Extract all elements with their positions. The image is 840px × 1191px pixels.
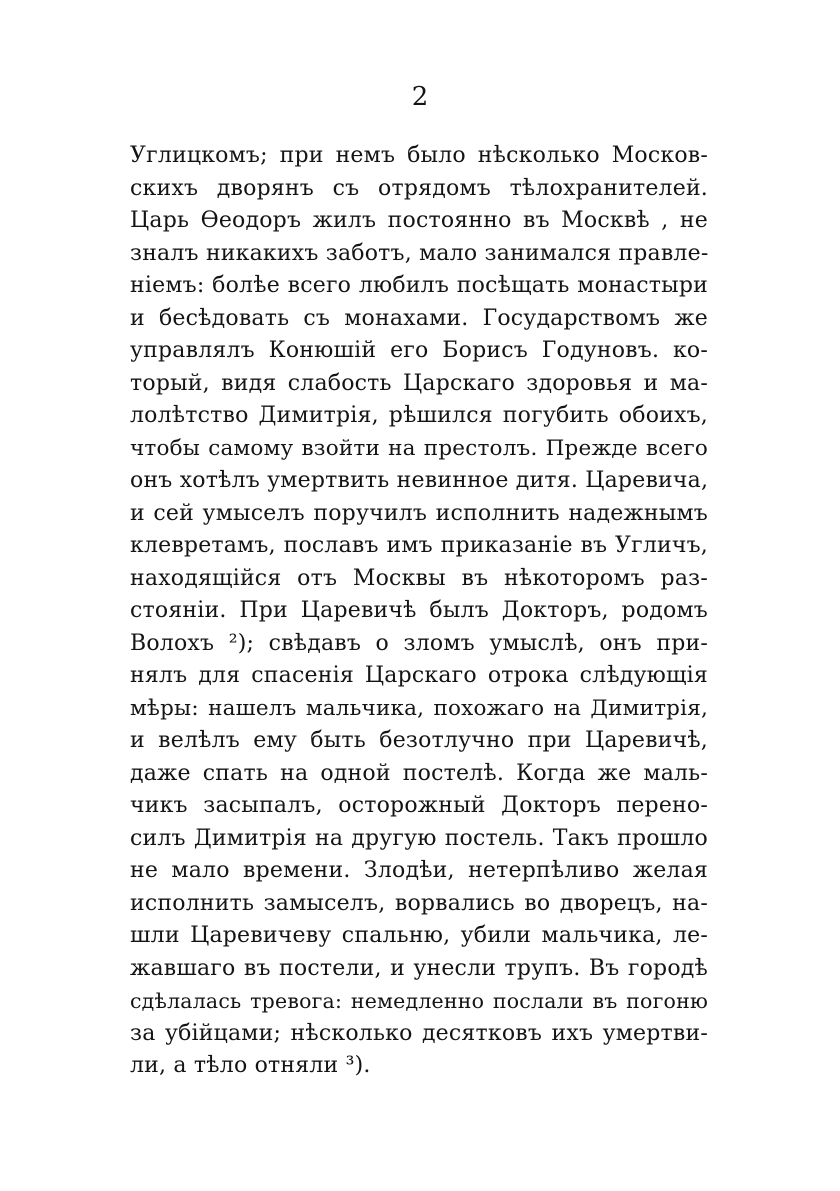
text-line: Царь Ѳеодоръ жилъ постоянно въ Москвѣ , не	[130, 208, 708, 233]
body-text	[130, 140, 708, 1083]
text-line: нялъ для спасенія Царскаго отрока слѣдующія	[130, 663, 708, 688]
text-line: Волохъ ²); свѣдавъ о зломъ умыслѣ, онъ при-	[130, 630, 708, 656]
text-line: и бесѣдовать съ монахами. Государствомъ же	[130, 305, 708, 331]
page-number: 2	[411, 82, 429, 112]
text-line: жавшаго въ постели, и унесли трупъ. Въ городѣ	[130, 955, 708, 981]
text-line: ніемъ: болѣе всего любилъ посѣщать монастыри	[130, 273, 708, 298]
text-line: и сей умыселъ поручилъ исполнить надежнымъ	[130, 500, 708, 526]
text-line: за убійцами; нѣсколько десятковъ ихъ умертви-	[130, 1020, 708, 1046]
text-line: стояніи. При Царевичѣ былъ Докторъ, родомъ	[130, 598, 708, 623]
text-line: мѣры: нашелъ мальчика, похожаго на Димитрія,	[130, 695, 708, 721]
text-line: чтобы самому взойти на престолъ. Прежде всего	[130, 435, 708, 461]
text-line: управлялъ Конюшій его Борисъ Годуновъ. ко-	[130, 338, 708, 363]
text-line: торый, видя слабость Царскаго здоровья и ма-	[130, 370, 708, 396]
text-line: чикъ засыпалъ, осторожный Докторъ перено-	[130, 793, 708, 818]
text-line: скихъ дворянъ съ отрядомъ тѣлохранителей.	[130, 175, 708, 201]
text-line: и велѣлъ ему быть безотлучно при Царевичѣ,	[130, 728, 708, 753]
text-line: онъ хотѣлъ умертвить невинное дитя. Царевича,	[130, 468, 709, 493]
text-line: силъ Димитрія на другую постель. Такъ прошло	[130, 825, 708, 851]
text-line: шли Царевичеву спальню, убили мальчика, ле-	[130, 923, 708, 948]
text-line: Углицкомъ; при немъ было нѣсколько Москов-	[130, 143, 708, 168]
text-line: исполнить замыселъ, ворвались во дворецъ, на-	[130, 890, 708, 916]
text-line: сдѣлалась тревога: немедленно послали въ погоню	[130, 989, 708, 1013]
text-line: зналъ никакихъ заботъ, мало занимался правле-	[130, 240, 709, 266]
text-line: не мало времени. Злодѣи, нетерпѣливо желая	[130, 858, 708, 883]
text-line: лолѣтство Димитрія, рѣшился погубить обоихъ,	[130, 403, 708, 428]
text-line: клевретамъ, пославъ имъ приказаніе въ Угличъ,	[130, 533, 708, 558]
text-line: находящійся отъ Москвы въ нѣкоторомъ раз-	[130, 565, 708, 591]
text-line: даже спать на одной постелѣ. Когда же маль-	[130, 760, 708, 786]
text-line: ли, а тѣло отняли ³).	[130, 1053, 371, 1078]
